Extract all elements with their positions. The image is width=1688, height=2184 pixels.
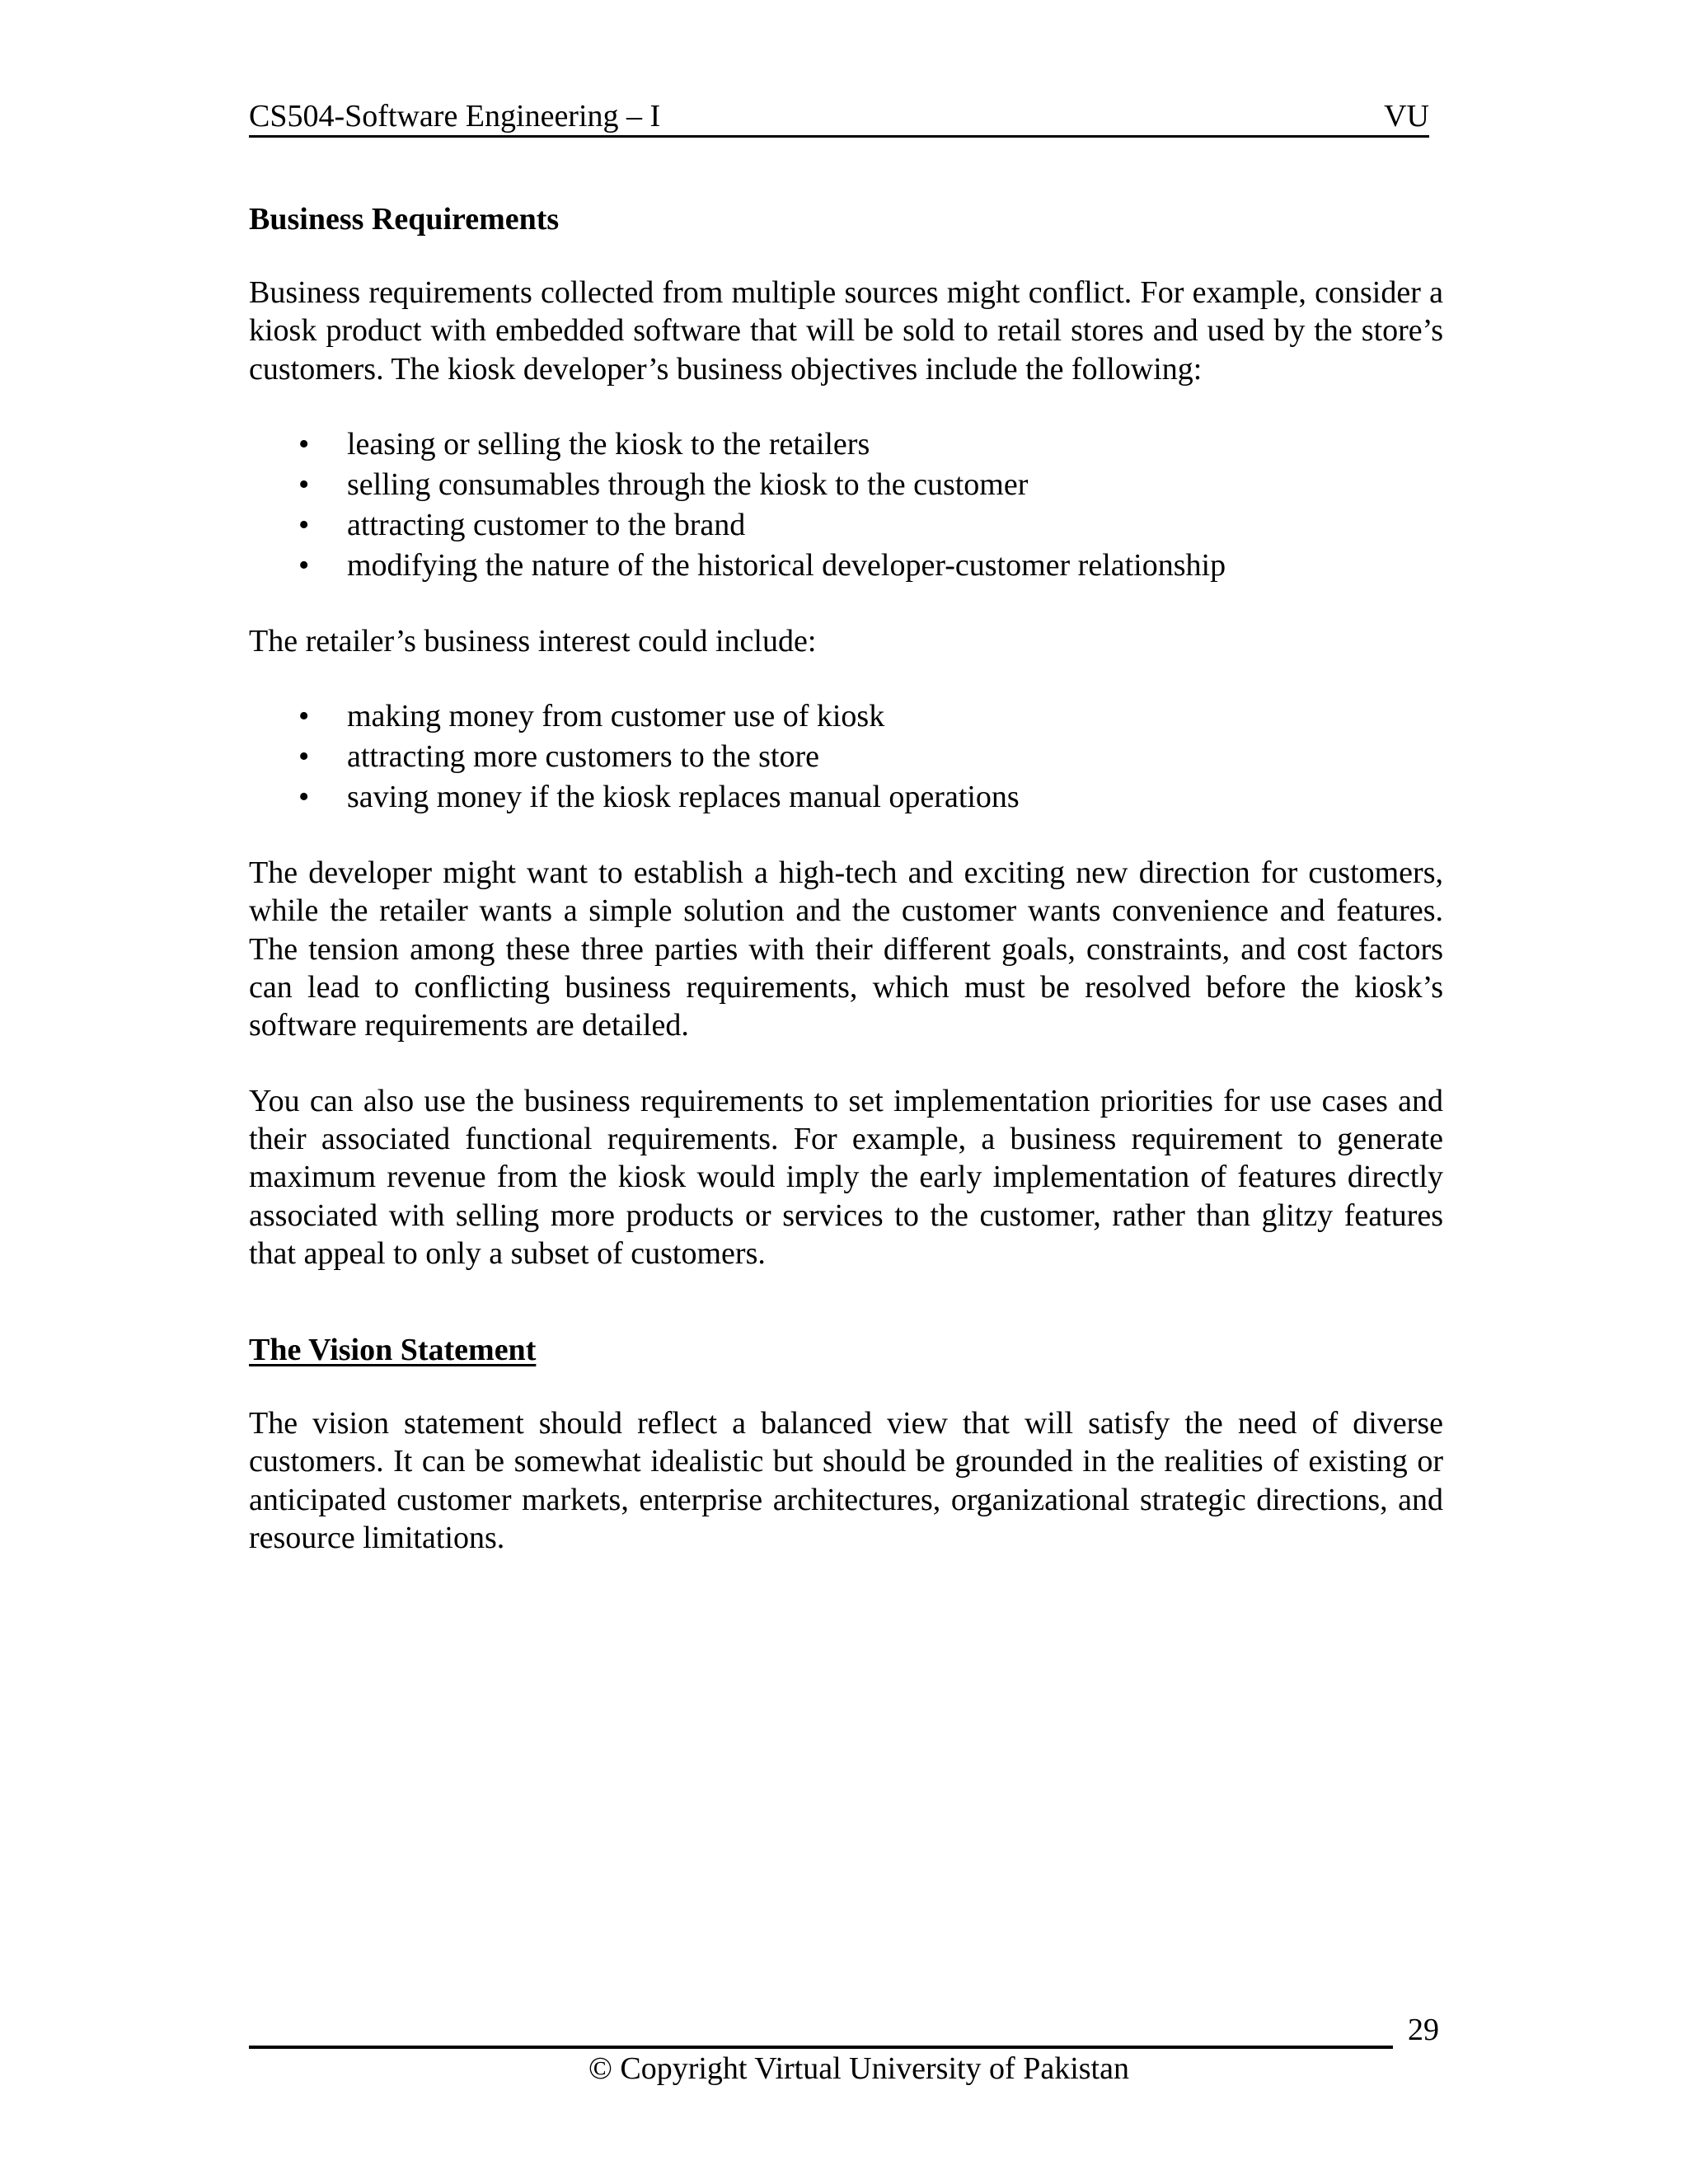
page-header [249, 96, 1429, 138]
bullet-icon: • [298, 547, 310, 583]
list-item: • selling consumables through the kiosk to the customer [249, 465, 1443, 505]
copyright-text: © Copyright Virtual University of Pakistan [588, 2051, 1129, 2086]
course-title: CS504-Software Engineering – I [249, 99, 661, 134]
list-item: • attracting more customers to the store [249, 737, 1443, 777]
bullet-icon: • [298, 426, 310, 462]
page-number: 29 [1408, 2013, 1439, 2047]
section-heading-business-requirements: Business Requirements [249, 202, 560, 237]
footer-divider [249, 2046, 1393, 2049]
list-item: • attracting customer to the brand [249, 505, 1443, 546]
intro-paragraph: Business requirements collected from multiple sources might conflict. For example, consider a kiosk product with embedded software that will be sold to retail stores and used by the store’s customers. The kiosk developer’s business objectives include the following: [249, 275, 1443, 387]
list-item: • leasing or selling the kiosk to the retailers [249, 424, 1443, 465]
list-item: • making money from customer use of kiosk [249, 696, 1443, 737]
priorities-paragraph: You can also use the business requirements to set implementation priorities for use cases and their associated functional requirements. For example, a business requirement to generate maximum revenue from the kiosk would imply the early implementation of features directly associated with selling more products or services to the customer, rather than glitzy features that appeal to only a subset of customers. [249, 1083, 1443, 1271]
tension-paragraph: The developer might want to establish a high-tech and exciting new direction for customers, while the retailer wants a simple solution and the customer wants convenience and features. The tension among these three parties with their different goals, constraints, and cost factors can lead to conflicting business requirements, which must be resolved before the kiosk’s software requirements are detailed. [249, 855, 1443, 1043]
copyright-footer [0, 2050, 1688, 2088]
bullet-icon: • [298, 466, 310, 502]
developer-objectives-list [249, 424, 1443, 586]
bullet-icon: • [298, 780, 310, 815]
vision-paragraph: The vision statement should reflect a balanced view that will satisfy the need of diverse customers. It can be somewhat idealistic but should be grounded in the realities of existing or anticipated customer markets, enterprise architectures, organizational strategic directions, and resource limitations. [249, 1406, 1443, 1556]
university-code: VU [1384, 99, 1429, 134]
list-item: • saving money if the kiosk replaces manual operations [249, 777, 1443, 818]
bullet-icon: • [298, 699, 310, 734]
bullet-icon: • [298, 507, 310, 542]
retailer-interests-list [249, 696, 1443, 818]
list-item: • modifying the nature of the historical developer-customer relationship [249, 546, 1443, 586]
bullet-icon: • [298, 739, 310, 775]
page-content [249, 200, 1443, 1557]
section-heading-vision-statement: The Vision Statement [249, 1333, 537, 1368]
retailer-intro-paragraph: The retailer’s business interest could include: [249, 623, 817, 658]
